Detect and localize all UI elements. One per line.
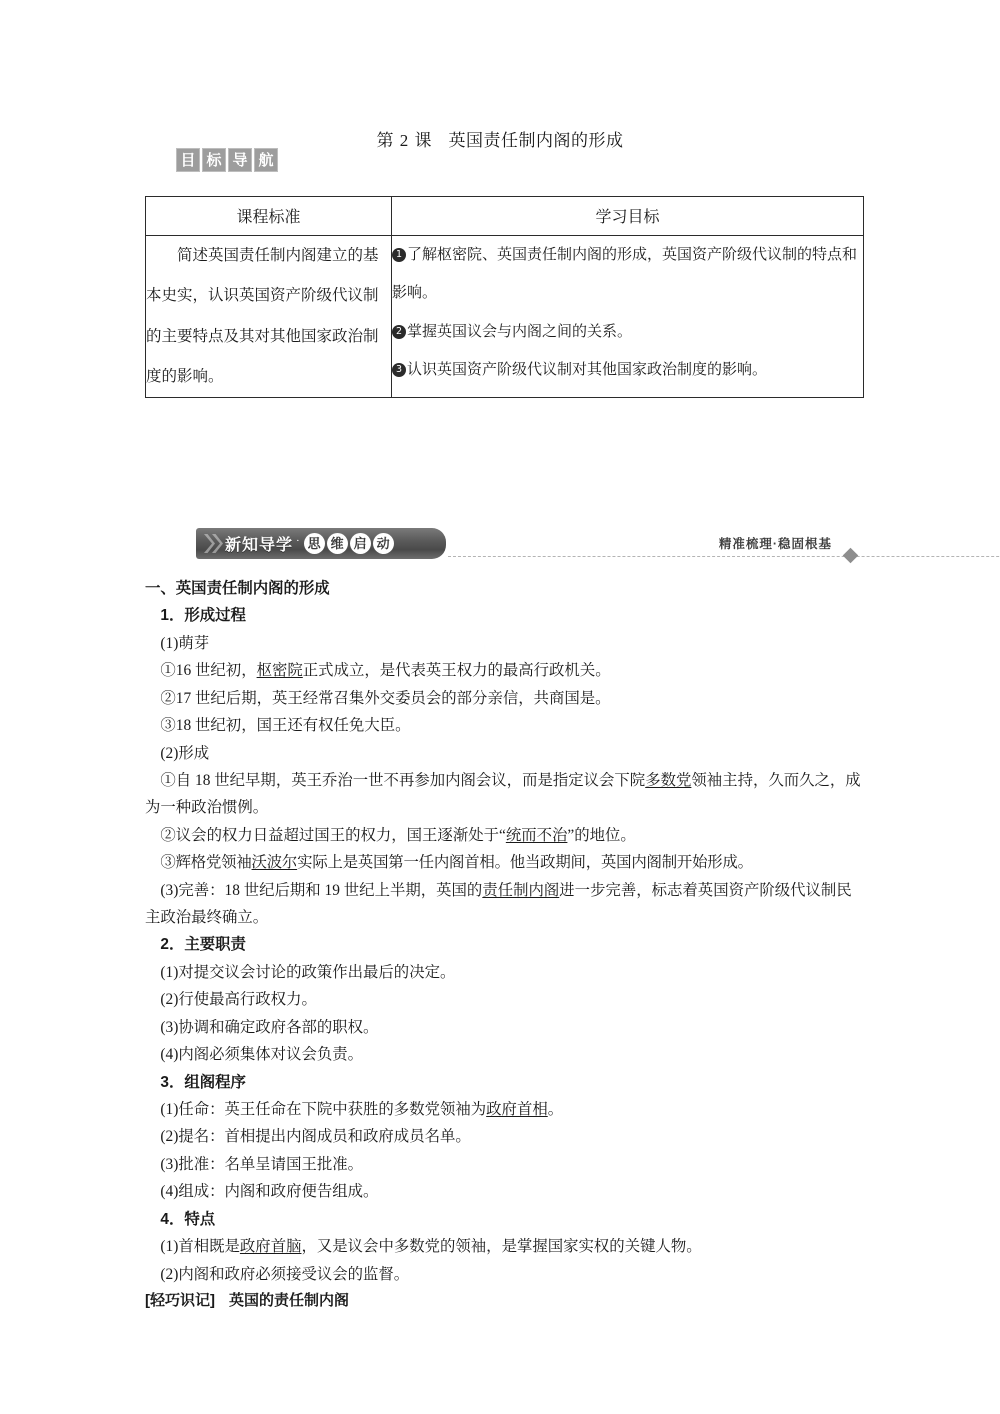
list-item: (2)行使最高行政权力。	[160, 991, 317, 1009]
list-item-text: 正式成立，是代表英王权力的最高行政机关。	[302, 662, 611, 680]
list-item: (2)内阁和政府必须接受议会的监督。	[160, 1265, 410, 1283]
underlined-term: 政府首相	[486, 1101, 548, 1119]
goal-nav-char-3: 导	[228, 148, 252, 172]
underlined-term: 政府首脑	[239, 1238, 302, 1256]
column-header-course-standard: 课程标准	[146, 197, 392, 236]
learning-goal-text: 认识英国资产阶级代议制对其他国家政治制度的影响。	[407, 360, 768, 378]
objectives-table	[145, 196, 864, 398]
goal-nav-char-4: 航	[254, 148, 278, 172]
lesson-title-text: 英国责任制内阁的形成	[448, 131, 624, 150]
list-item: (2)形成	[160, 744, 210, 762]
underlined-term: 多数党	[645, 771, 692, 789]
goal-nav-char-2: 标	[202, 148, 226, 172]
banner-badge-char-3: 启	[350, 533, 371, 554]
banner-dashed-rule	[448, 556, 1000, 557]
list-item	[145, 657, 861, 684]
tip-note	[145, 1288, 861, 1315]
list-item: (2)提名：首相提出内阁成员和政府成员名单。	[160, 1128, 471, 1146]
list-item-text: ①16 世纪初，	[160, 662, 257, 680]
chevron-right-icon	[212, 534, 223, 553]
lesson-number: 第 2 课	[376, 131, 433, 150]
banner-right-tag: 精准梳理·稳固根基	[718, 537, 832, 551]
learning-goals-cell	[392, 236, 864, 398]
underlined-term: 统而不治	[505, 826, 568, 844]
banner-badge-char-4: 动	[373, 533, 394, 554]
list-item	[145, 877, 861, 932]
list-item-text: ③辉格党领袖	[160, 854, 252, 872]
list-item-text: (1)任命：英王任命在下院中获胜的多数党领袖为	[160, 1101, 487, 1119]
list-item: (1)萌芽	[160, 634, 210, 652]
list-item	[145, 767, 861, 822]
learning-goal-item	[392, 313, 863, 351]
list-item: (4)内阁必须集体对议会负责。	[160, 1046, 364, 1064]
double-chevron-right-icon	[204, 534, 220, 553]
banner-badge-char-1: 思	[304, 533, 325, 554]
subsection-heading-4: 4．特点	[160, 1210, 216, 1228]
list-item: (3)批准：名单呈请国王批准。	[160, 1155, 364, 1173]
tip-label: [轻巧识记]	[145, 1291, 215, 1309]
banner-title: 新知导学	[225, 537, 294, 554]
list-item-text: (3)完善：18 世纪后期和 19 世纪上半期，英国的	[160, 881, 483, 899]
underlined-term: 责任制内阁	[482, 881, 560, 899]
list-item: ②17 世纪后期，英王经常召集外交委员会的部分亲信，共商国是。	[160, 689, 611, 707]
banner-plate	[196, 528, 446, 559]
diamond-icon	[843, 548, 859, 564]
body-content	[145, 575, 861, 1315]
list-item-text: 实际上是英国第一任内阁首相。他当政期间，英国内阁制开始形成。	[297, 854, 753, 872]
table-row	[146, 236, 864, 398]
column-header-learning-goals: 学习目标	[392, 197, 864, 236]
underlined-term: 沃波尔	[251, 854, 298, 872]
list-item-text: ①自 18 世纪早期，英王乔治一世不再参加内阁会议，而是指定议会下院	[160, 771, 646, 789]
list-item-text: ②议会的权力日益超过国王的权力，国王逐渐处于“	[160, 826, 506, 844]
list-item-text: ，又是议会中多数党的领袖，是掌握国家实权的关键人物。	[301, 1238, 702, 1256]
list-item-text: 领袖主持，久而久之，成为一种政治惯例。	[145, 771, 861, 817]
list-item: (3)协调和确定政府各部的职权。	[160, 1018, 379, 1036]
tip-text: 英国的责任制内阁	[229, 1291, 350, 1309]
list-item: (1)对提交议会讨论的政策作出最后的决定。	[160, 963, 456, 981]
subsection-heading-2: 2．主要职责	[160, 936, 246, 954]
section-banner	[196, 528, 860, 562]
course-standard-cell: 简述英国责任制内阁建立的基本史实，认识英国资产阶级代议制的主要特点及其对其他国家政治制度的影响。	[146, 236, 392, 398]
banner-separator: ·	[296, 534, 300, 547]
list-item-text: 。	[547, 1101, 564, 1119]
learning-goal-text: 了解枢密院、英国责任制内阁的形成，英国资产阶级代议制的特点和影响。	[392, 246, 858, 302]
circled-number-icon: 3	[392, 363, 406, 377]
banner-badge-group	[304, 533, 394, 554]
list-item-text: ”的地位。	[567, 826, 636, 844]
list-item	[145, 1096, 861, 1123]
page-title	[0, 126, 1000, 151]
section-heading: 一、英国责任制内阁的形成	[145, 580, 330, 597]
learning-goal-text: 掌握英国议会与内阁之间的关系。	[407, 322, 633, 340]
list-item-text: 进一步完善，标志着英国资产阶级代议制民主政治最终确立。	[145, 881, 852, 927]
list-item	[145, 849, 861, 876]
learning-goal-item	[392, 236, 863, 313]
subsection-heading-3: 3．组阁程序	[160, 1073, 246, 1091]
underlined-term: 枢密院	[256, 662, 303, 680]
learning-goal-item	[392, 351, 863, 389]
circled-number-icon: 2	[392, 325, 406, 339]
banner-badge-char-2: 维	[327, 533, 348, 554]
list-item: (4)组成：内阁和政府便告组成。	[160, 1183, 379, 1201]
list-item: ③18 世纪初，国王还有权任免大臣。	[160, 717, 411, 735]
list-item-text: (1)首相既是	[160, 1238, 240, 1256]
list-item	[145, 822, 861, 849]
goal-navigation-badge	[176, 148, 278, 172]
table-header-row	[146, 197, 864, 236]
list-item	[145, 1233, 861, 1260]
circled-number-icon: 1	[392, 248, 406, 262]
subsection-heading-1: 1．形成过程	[160, 607, 246, 625]
goal-nav-char-1: 目	[176, 148, 200, 172]
